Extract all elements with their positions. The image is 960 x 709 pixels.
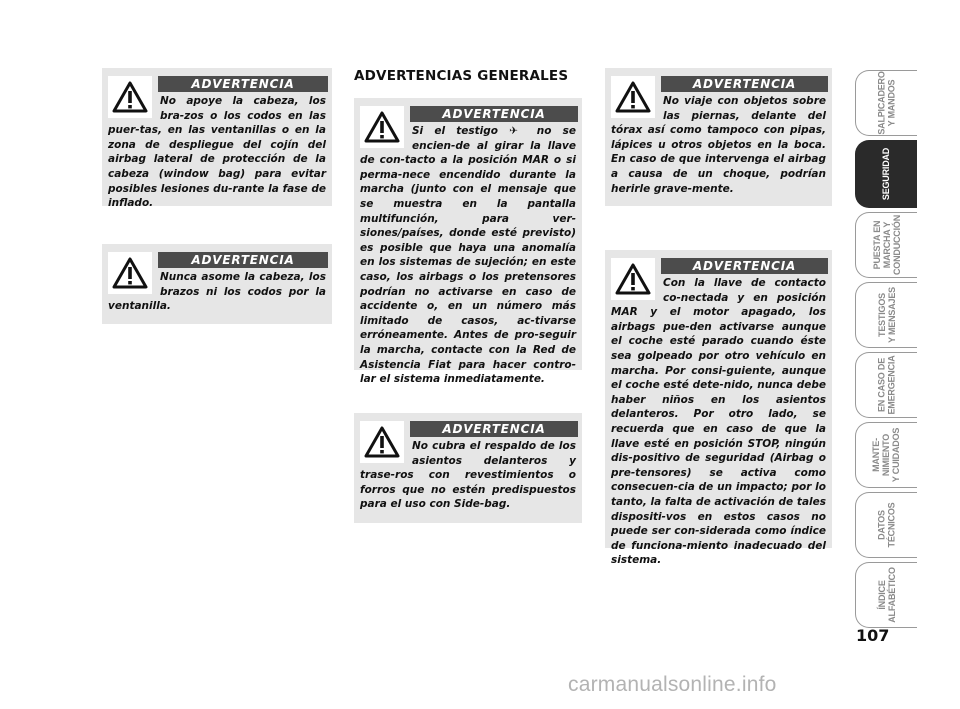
tab-mantenimiento-y-cuidados[interactable] [855, 422, 917, 488]
warning-text: Con la llave de contacto co-nectada y en posición MAR y el motor apagado, los airbags pue-den activarse aunque el coche esté parado cuando éste sea golpeado por otro vehículo en marcha. Por consi-guiente, aunque el coche esté dete-nido, nunca debe haber niños en los asientos delanteros. Por otro lado, se recuerda que en caso de que la llave esté en posición STOP, ningún dis-positivo de seguridad (Airbag o pre-tensores) se activa como consecuen-cia de un impacto; por lo tanto, la falta de activación de tales dispositi-vos en estos casos no puede ser con-siderada como índice de funciona-miento inadecuado del sistema. [611, 277, 826, 567]
page-number: 107 [856, 626, 890, 645]
warning-text-part: Si el testigo [412, 125, 510, 137]
tab-label: SEGURIDAD [881, 147, 892, 201]
warning-triangle-icon [611, 258, 655, 300]
tab-testigos-y-mensajes[interactable] [855, 282, 917, 348]
section-heading: ADVERTENCIAS GENERALES [354, 68, 569, 84]
warning-triangle-icon [108, 252, 152, 294]
warning-triangle-icon [108, 76, 152, 118]
warning-triangle-icon [360, 421, 404, 463]
watermark: carmanualsonline.info [568, 673, 777, 696]
tab-label: DATOS TÉCNICOS [876, 502, 897, 548]
warning-badge: ADVERTENCIA [661, 258, 828, 274]
warning-box-seat-covers [354, 413, 582, 523]
warning-triangle-icon [360, 106, 404, 148]
warning-box-key-mar [605, 250, 832, 567]
warning-box-objects [605, 68, 832, 206]
warning-badge: ADVERTENCIA [661, 76, 828, 92]
warning-badge: ADVERTENCIA [158, 76, 328, 92]
warning-badge: ADVERTENCIA [410, 421, 578, 437]
warning-box-window [102, 244, 332, 324]
warning-text: No apoye la cabeza, los bra-zos o los codos en las puer-tas, en las ventanillas o en la zona de despliegue del cojín del airbag lateral de protección de la cabeza (window bag) para evitar posibles lesiones du-rante la fase de inflado. [108, 95, 326, 210]
tab-datos-tecnicos[interactable] [855, 492, 917, 558]
airbag-warning-light-icon: ✈ [509, 125, 526, 137]
warning-box-airbag-light [354, 98, 582, 386]
warning-badge: ADVERTENCIA [410, 106, 578, 122]
tab-label: MANTE- NIMIENTO Y CUIDADOS [871, 427, 902, 483]
tab-label: EN CASO DE EMERGENCIA [876, 355, 897, 415]
tab-salpicadero-y-mandos[interactable] [855, 70, 917, 136]
tab-seguridad[interactable] [855, 140, 917, 208]
warning-text: No cubra el respaldo de los asientos delanteros y trase-ros con revestimientos o forros que no estén predispuestos para el uso con Side-bag. [360, 440, 576, 511]
tab-label: ÍNDICE ALFABÉTICO [876, 567, 897, 623]
tab-indice-alfabetico[interactable] [855, 562, 917, 628]
tab-label: SALPICADERO Y MANDOS [876, 71, 897, 135]
warning-text [360, 124, 576, 387]
warning-text: Nunca asome la cabeza, los brazos ni los codos por la ventanilla. [108, 271, 326, 313]
tab-en-caso-de-emergencia[interactable] [855, 352, 917, 418]
tab-label: PUESTA EN MARCHA Y CONDUCCIÓN [871, 215, 902, 275]
warning-triangle-icon [611, 76, 655, 118]
tab-label: TESTIGOS Y MENSAJES [876, 287, 897, 343]
warning-badge: ADVERTENCIA [158, 252, 328, 268]
warning-box-head-arms [102, 68, 332, 210]
warning-text-part: no se encien-de al girar la llave de con-tacto a la posición MAR o si perma-nece encendido durante la marcha (junto con el mensaje que se muestra en la pantalla multifunción, para ver-siones/países, donde esté previsto) es posible que haya una anomalía en los sistemas de sujeción; en este caso, los airbags o los pretensores podrían no activarse en caso de accidente o, en un número más limitado de casos, ac-tivarse erróneamente. Antes de pro-seguir la marcha, contacte con la Red de Asistencia Fiat para hacer contro-lar el sistema inmediatamente. [360, 125, 576, 386]
tab-puesta-en-marcha-y-conduccion[interactable] [855, 212, 917, 278]
warning-text: No viaje con objetos sobre las piernas, delante del tórax así como tampoco con pipas, lápices u otros objetos en la boca. En caso de que intervenga el airbag a causa de un choque, podrían herirle grave-mente. [611, 95, 826, 195]
